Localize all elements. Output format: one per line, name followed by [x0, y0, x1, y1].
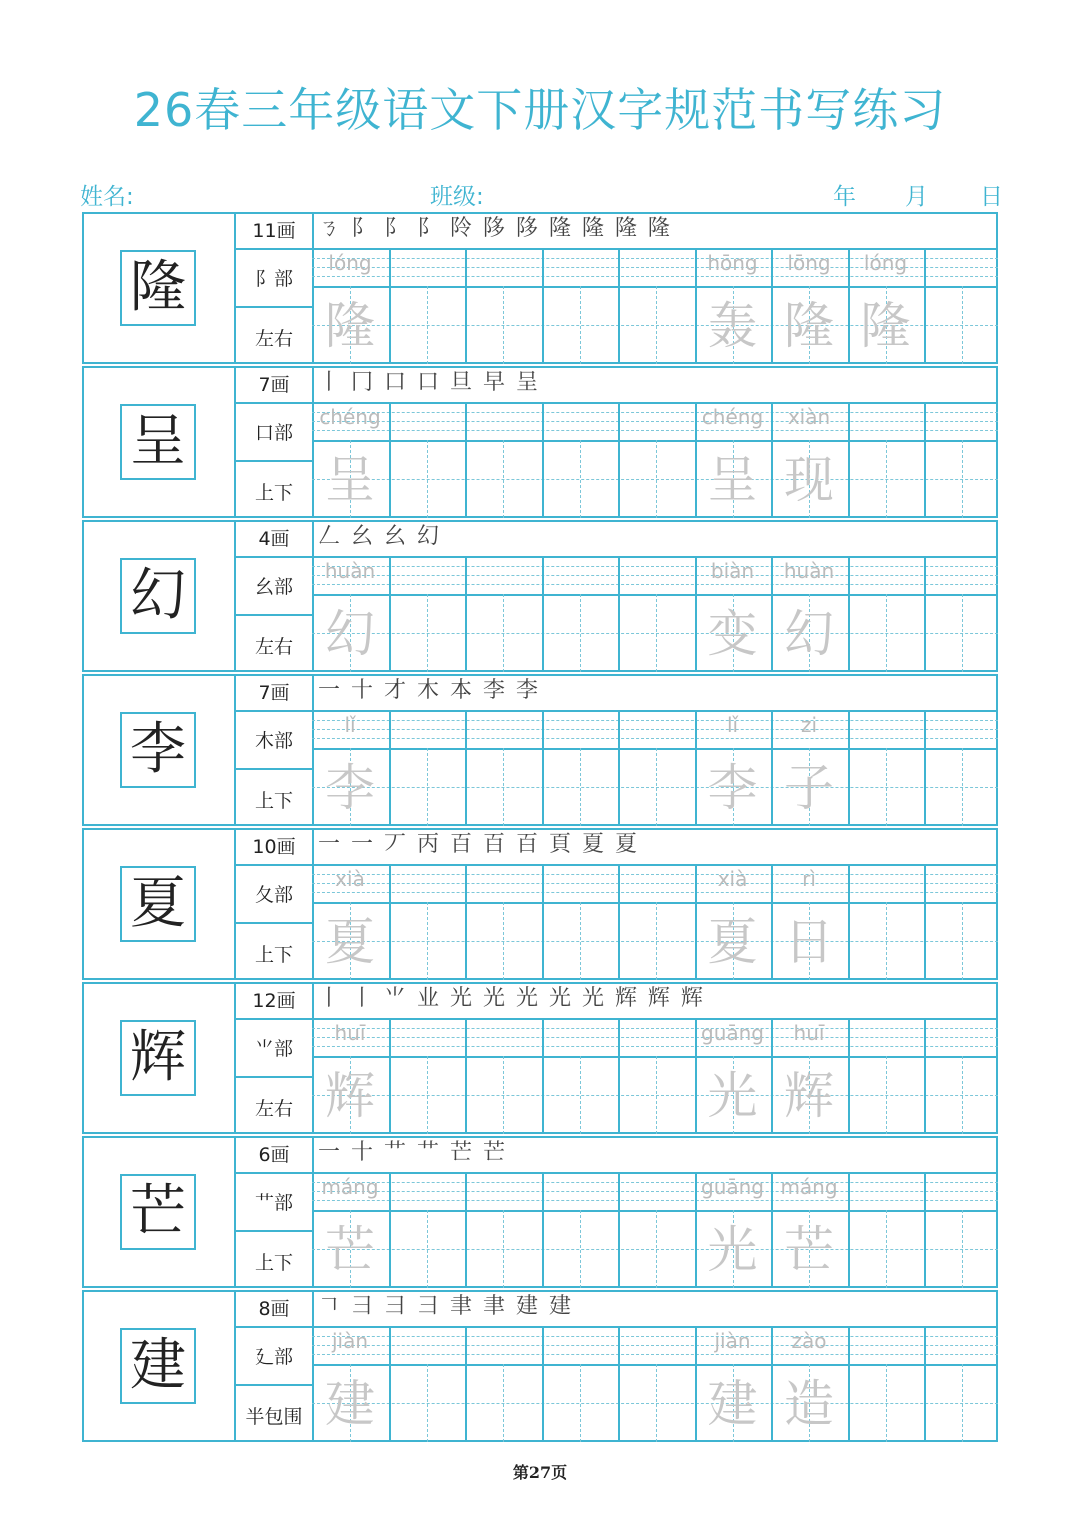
grid-guide: [886, 1364, 887, 1442]
grid-guide: [503, 1210, 504, 1288]
pinyin-guide: [312, 1354, 998, 1355]
example-pinyin: máng: [780, 1175, 838, 1199]
divider: [312, 1210, 998, 1212]
char-row: [82, 366, 998, 518]
divider: [312, 556, 998, 558]
stroke-count: 12画: [252, 990, 296, 1012]
example-pinyin: huàn: [783, 559, 835, 583]
example-pinyin: guāng: [701, 1021, 764, 1045]
grid-guide: [503, 748, 504, 826]
grid-guide: [656, 286, 657, 364]
grid-line: [924, 1172, 926, 1288]
grid-line: [465, 1326, 467, 1442]
divider: [234, 1384, 312, 1386]
divider: [312, 1018, 998, 1020]
grid-guide: [503, 902, 504, 980]
divider: [234, 864, 312, 866]
grid-guide: [312, 941, 998, 942]
example-char: 轰: [707, 297, 758, 355]
pinyin-trace: jiàn: [331, 1329, 369, 1353]
pinyin-guide: [312, 874, 998, 875]
divider: [234, 1326, 312, 1328]
example-char: 夏: [707, 913, 758, 971]
grid-guide: [656, 1210, 657, 1288]
example-pinyin: lǐ: [726, 713, 739, 737]
grid-line: [465, 1172, 467, 1288]
stroke-order: 一 一 丆 丙 百 百 百 頁 夏 夏: [318, 832, 639, 857]
stroke-order: 一 十 艹 艹 芒 芒: [318, 1140, 507, 1165]
grid-guide: [427, 748, 428, 826]
page-number: 第27页: [512, 1463, 568, 1482]
grid-line: [848, 1018, 850, 1134]
grid-guide: [427, 440, 428, 518]
page-title: 26春三年级语文下册汉字规范书写练习: [133, 83, 947, 137]
grid-guide: [580, 1210, 581, 1288]
grid-guide: [886, 1056, 887, 1134]
pinyin-guide: [312, 421, 998, 422]
grid-line: [389, 248, 391, 364]
char-trace: 芒: [325, 1221, 375, 1279]
divider: [234, 710, 312, 712]
example-pinyin: huī: [793, 1021, 825, 1045]
grid-line: [618, 864, 620, 980]
structure: 上下: [254, 790, 293, 812]
divider: [234, 614, 312, 616]
grid-guide: [312, 633, 998, 634]
pinyin-guide: [312, 892, 998, 893]
grid-guide: [503, 440, 504, 518]
main-character: 夏: [120, 866, 196, 942]
grid-line: [542, 1172, 544, 1288]
grid-guide: [886, 1210, 887, 1288]
stroke-count: 6画: [258, 1144, 290, 1166]
grid-line: [465, 1018, 467, 1134]
grid-line: [542, 710, 544, 826]
divider: [312, 440, 998, 442]
divider: [312, 594, 998, 596]
grid-guide: [427, 902, 428, 980]
divider: [312, 902, 998, 904]
divider: [312, 286, 998, 288]
stroke-order: 𠃋 幺 幺 幻: [318, 524, 441, 549]
divider: [234, 1230, 312, 1232]
radical: ⺌部: [254, 1038, 293, 1060]
grid-guide: [656, 1056, 657, 1134]
grid-line: [389, 710, 391, 826]
row-frame: [82, 1136, 998, 1288]
main-character: 幻: [120, 558, 196, 634]
pinyin-guide: [312, 575, 998, 576]
grid-guide: [886, 748, 887, 826]
grid-line: [389, 1018, 391, 1134]
grid-guide: [427, 1364, 428, 1442]
grid-guide: [427, 1056, 428, 1134]
grid-guide: [886, 440, 887, 518]
stroke-count: 10画: [252, 836, 296, 858]
divider: [234, 1172, 312, 1174]
stroke-order: 𠃍 ⺕ ⺕ ⺕ 聿 聿 建 建: [318, 1294, 573, 1319]
divider: [312, 748, 998, 750]
grid-line: [389, 402, 391, 518]
grid-line: [389, 556, 391, 672]
char-row: [82, 520, 998, 672]
pinyin-guide: [312, 1028, 998, 1029]
example-char: 隆: [784, 297, 834, 355]
grid-guide: [580, 1056, 581, 1134]
stroke-count: 8画: [258, 1298, 290, 1320]
grid-guide: [962, 1364, 963, 1442]
pinyin-guide: [312, 720, 998, 721]
grid-line: [848, 402, 850, 518]
grid-guide: [962, 594, 963, 672]
pinyin-guide: [312, 1336, 998, 1337]
pinyin-guide: [312, 883, 998, 884]
year-label: 年: [833, 184, 856, 210]
divider: [312, 1364, 998, 1366]
structure: 上下: [254, 944, 293, 966]
grid-line: [542, 402, 544, 518]
grid-line: [542, 248, 544, 364]
char-trace: 建: [325, 1375, 375, 1433]
grid-guide: [580, 902, 581, 980]
pinyin-trace: xià: [335, 867, 365, 891]
pinyin-trace: lóng: [328, 251, 372, 275]
pinyin-trace: huàn: [324, 559, 376, 583]
pinyin-guide: [312, 1037, 998, 1038]
grid-guide: [312, 479, 998, 480]
grid-line: [389, 1326, 391, 1442]
grid-line: [542, 1326, 544, 1442]
char-row: [82, 1290, 998, 1442]
stroke-order: 丨 丨 ⺌ 业 光 光 光 光 光 辉 辉 辉: [318, 986, 705, 1011]
pinyin-trace: chéng: [319, 405, 381, 429]
grid-line: [618, 1172, 620, 1288]
grid-line: [542, 556, 544, 672]
grid-guide: [312, 787, 998, 788]
grid-line: [924, 248, 926, 364]
pinyin-guide: [312, 1200, 998, 1201]
example-char: 芒: [784, 1221, 834, 1279]
stroke-order: ㄋ 阝 阝 阝 阾 陊 陊 隆 隆 隆 隆: [318, 216, 672, 241]
divider: [234, 306, 312, 308]
char-row: [82, 1136, 998, 1288]
grid-guide: [886, 594, 887, 672]
example-pinyin: lóng: [863, 251, 908, 275]
grid-guide: [656, 594, 657, 672]
structure: 上下: [254, 482, 293, 504]
divider: [312, 864, 998, 866]
grid-line: [618, 556, 620, 672]
grid-guide: [580, 440, 581, 518]
pinyin-guide: [312, 430, 998, 431]
grid-guide: [656, 748, 657, 826]
grid-line: [542, 864, 544, 980]
grid-line: [465, 248, 467, 364]
radical: 口部: [254, 422, 293, 444]
structure: 左右: [254, 328, 293, 350]
pinyin-trace: huī: [334, 1021, 366, 1045]
example-char: 造: [784, 1375, 834, 1433]
grid-line: [618, 710, 620, 826]
divider: [312, 1056, 998, 1058]
example-char: 日: [784, 913, 834, 971]
example-char: 隆: [860, 297, 911, 355]
pinyin-guide: [312, 1046, 998, 1047]
structure: 左右: [254, 636, 293, 658]
example-char: 变: [707, 605, 758, 663]
char-row: [82, 982, 998, 1134]
grid-guide: [580, 594, 581, 672]
grid-guide: [962, 902, 963, 980]
stroke-order: 丨 冂 口 口 旦 早 呈: [318, 370, 540, 395]
radical: 阝部: [254, 268, 293, 290]
grid-guide: [656, 440, 657, 518]
divider: [234, 1076, 312, 1078]
example-char: 建: [707, 1375, 758, 1433]
divider: [312, 710, 998, 712]
char-trace: 隆: [325, 297, 375, 355]
class-label: 班级:: [430, 184, 484, 210]
grid-line: [924, 864, 926, 980]
char-row: [82, 828, 998, 980]
grid-guide: [962, 440, 963, 518]
divider: [312, 1326, 998, 1328]
grid-guide: [656, 1364, 657, 1442]
grid-line: [542, 1018, 544, 1134]
divider: [312, 1172, 998, 1174]
row-frame: [82, 366, 998, 518]
pinyin-guide: [312, 566, 998, 567]
grid-guide: [580, 748, 581, 826]
grid-line: [465, 710, 467, 826]
pinyin-guide: [312, 1182, 998, 1183]
char-row: [82, 674, 998, 826]
divider: [234, 460, 312, 462]
divider: [234, 402, 312, 404]
example-char: 现: [784, 451, 834, 509]
example-pinyin: jiàn: [714, 1329, 751, 1353]
grid-line: [465, 864, 467, 980]
example-char: 幻: [784, 605, 834, 663]
char-trace: 夏: [325, 913, 375, 971]
pinyin-guide: [312, 738, 998, 739]
grid-line: [848, 1326, 850, 1442]
radical: 廴部: [254, 1346, 293, 1368]
divider: [234, 248, 312, 250]
stroke-count: 7画: [258, 682, 290, 704]
stroke-count: 7画: [258, 374, 290, 396]
main-character: 李: [120, 712, 196, 788]
grid-guide: [427, 594, 428, 672]
char-trace: 呈: [325, 451, 375, 509]
example-char: 李: [707, 759, 758, 817]
structure: 半包围: [245, 1406, 303, 1428]
structure: 上下: [254, 1252, 293, 1274]
grid-line: [389, 864, 391, 980]
month-label: 月: [905, 184, 928, 210]
grid-guide: [503, 1364, 504, 1442]
pinyin-trace: máng: [321, 1175, 379, 1199]
main-character: 呈: [120, 404, 196, 480]
name-label: 姓名:: [80, 184, 134, 210]
grid-guide: [580, 286, 581, 364]
char-trace: 李: [325, 759, 375, 817]
pinyin-guide: [312, 1191, 998, 1192]
grid-guide: [962, 748, 963, 826]
char-trace: 辉: [325, 1067, 375, 1125]
example-pinyin: chéng: [701, 405, 764, 429]
char-trace: 幻: [325, 605, 375, 663]
radical: 夂部: [254, 884, 293, 906]
grid-line: [848, 710, 850, 826]
grid-line: [848, 556, 850, 672]
grid-guide: [962, 1210, 963, 1288]
pinyin-trace: lǐ: [344, 713, 356, 737]
stroke-count: 4画: [258, 528, 290, 550]
example-pinyin: hōng: [707, 251, 758, 275]
example-pinyin: biàn: [710, 559, 755, 583]
grid-line: [618, 402, 620, 518]
radical: 艹部: [254, 1192, 293, 1214]
grid-line: [389, 1172, 391, 1288]
grid-line: [618, 1326, 620, 1442]
grid-guide: [312, 1095, 998, 1096]
grid-line: [924, 1018, 926, 1134]
grid-line: [924, 556, 926, 672]
grid-guide: [580, 1364, 581, 1442]
grid-line: [465, 556, 467, 672]
example-pinyin: rì: [802, 867, 816, 891]
divider: [312, 402, 998, 404]
example-pinyin: guāng: [701, 1175, 764, 1199]
example-char: 光: [707, 1067, 758, 1125]
example-pinyin: xiàn: [787, 405, 831, 429]
pinyin-guide: [312, 1345, 998, 1346]
grid-guide: [656, 902, 657, 980]
divider: [234, 556, 312, 558]
grid-line: [848, 1172, 850, 1288]
example-char: 子: [784, 759, 834, 817]
pinyin-guide: [312, 729, 998, 730]
grid-guide: [503, 1056, 504, 1134]
day-label: 日: [980, 184, 1003, 210]
example-char: 呈: [707, 451, 758, 509]
example-pinyin: lōng: [787, 251, 831, 275]
grid-line: [618, 1018, 620, 1134]
example-pinyin: zào: [791, 1329, 827, 1353]
char-row: [82, 212, 998, 364]
grid-guide: [962, 286, 963, 364]
grid-guide: [427, 286, 428, 364]
grid-line: [848, 864, 850, 980]
stroke-order: 一 十 才 木 本 李 李: [318, 678, 540, 703]
example-char: 光: [707, 1221, 758, 1279]
grid-guide: [312, 1403, 998, 1404]
grid-guide: [962, 1056, 963, 1134]
row-frame: [82, 674, 998, 826]
grid-line: [924, 710, 926, 826]
grid-line: [465, 402, 467, 518]
grid-guide: [503, 594, 504, 672]
stroke-count: 11画: [252, 220, 296, 242]
main-character: 辉: [120, 1020, 196, 1096]
radical: 幺部: [254, 576, 293, 598]
main-character: 芒: [120, 1174, 196, 1250]
example-pinyin: xià: [717, 867, 748, 891]
divider: [234, 1018, 312, 1020]
structure: 左右: [254, 1098, 293, 1120]
grid-guide: [886, 902, 887, 980]
pinyin-guide: [312, 412, 998, 413]
main-character: 建: [120, 1328, 196, 1404]
grid-guide: [427, 1210, 428, 1288]
grid-line: [924, 1326, 926, 1442]
example-pinyin: zi: [800, 713, 818, 737]
grid-guide: [503, 286, 504, 364]
grid-guide: [312, 1249, 998, 1250]
example-char: 辉: [784, 1067, 834, 1125]
grid-line: [924, 402, 926, 518]
pinyin-guide: [312, 584, 998, 585]
divider: [234, 768, 312, 770]
grid-line: [618, 248, 620, 364]
divider: [234, 922, 312, 924]
radical: 木部: [254, 730, 293, 752]
row-frame: [82, 520, 998, 672]
main-character: 隆: [120, 250, 196, 326]
